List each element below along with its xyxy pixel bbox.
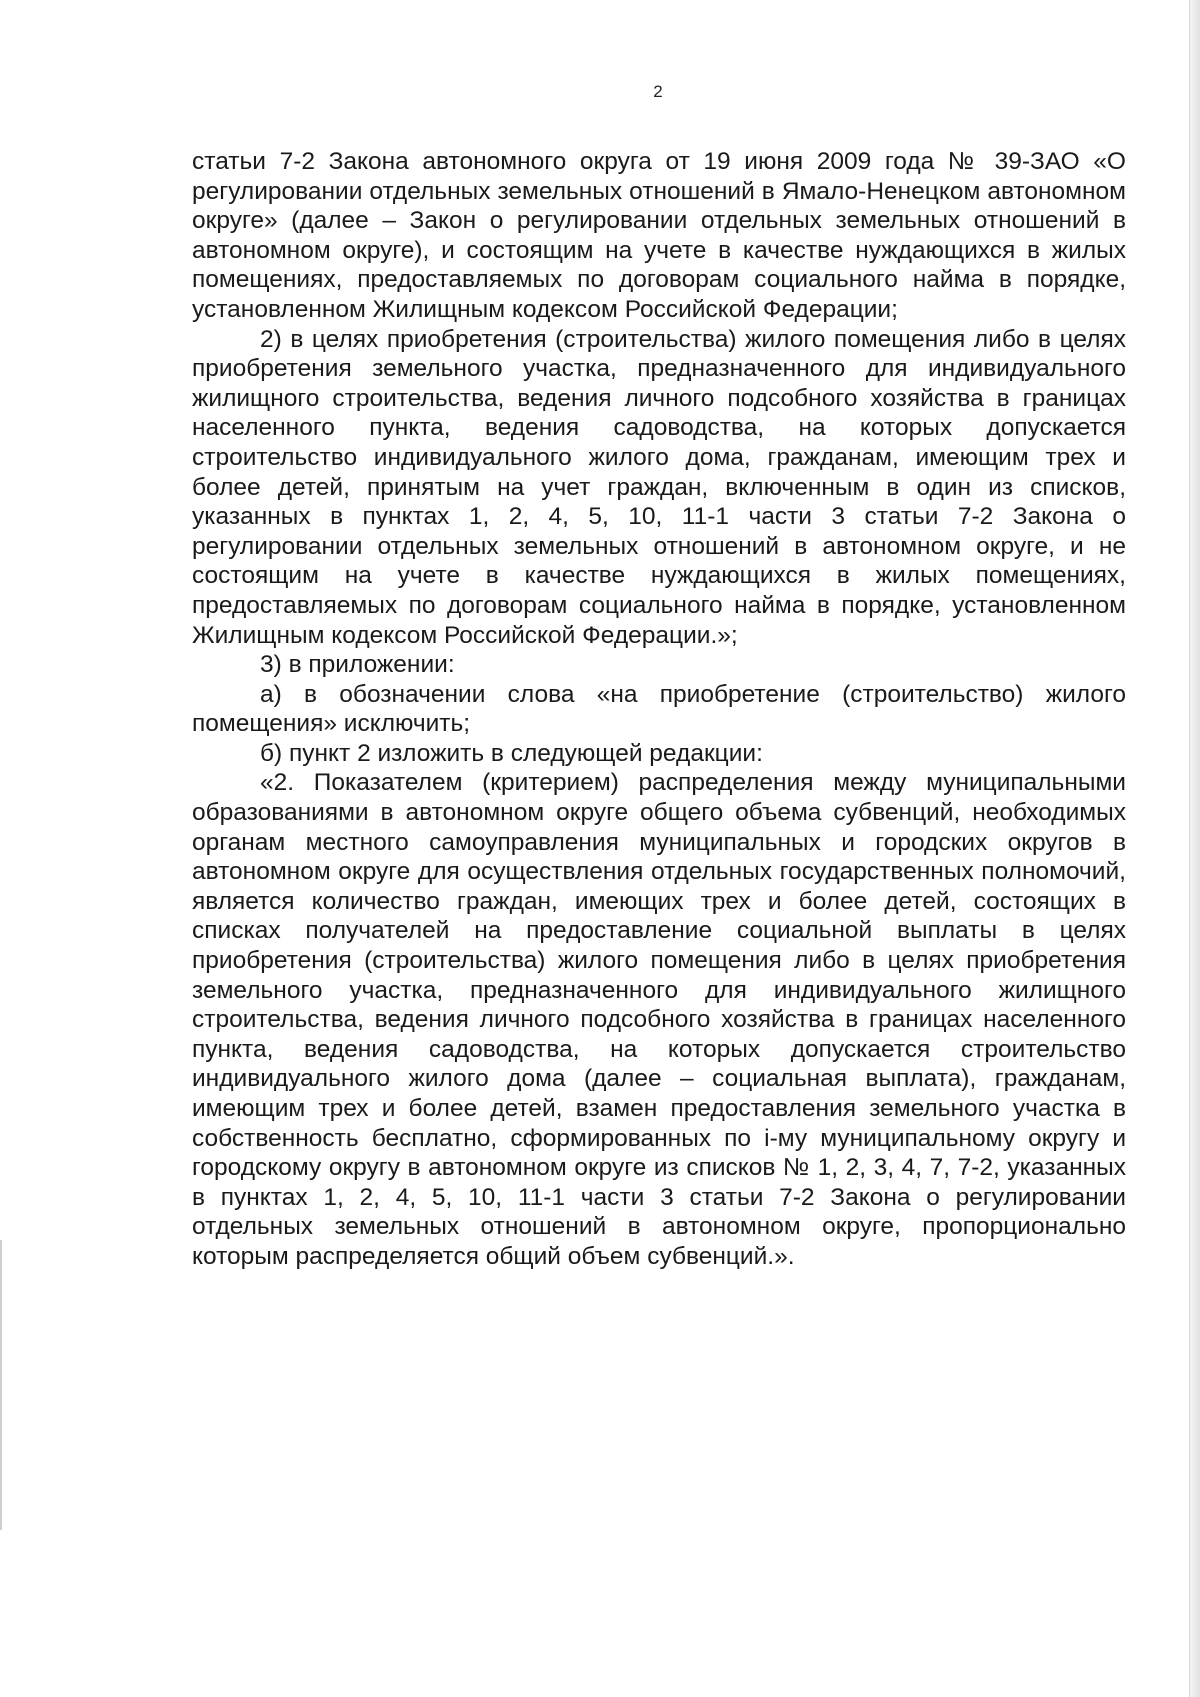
paragraph: а) в обозначении слова «на приобретение (строительство) жилого помещения» исключить; xyxy=(192,680,1126,738)
scan-page-edge xyxy=(1189,0,1200,1697)
paragraph: «2. Показателем (критерием) распределения между муниципальными образованиями в автономном округе общего объема субвенций, необходимых органам местного самоуправления муниципальных и городских округов в автономном округе для осуществления отдельных государственных полномочий, является количество граждан, имеющих трех и более детей, состоящих в списках получателей на предоставление социальной выплаты в целях приобретения (строительства) жилого помещения либо в целях приобретения земельного участка, предназначенного для индивидуального жилищного строительства, ведения личного подсобного хозяйства в границах населенного пункта, ведения садоводства, на которых допускается строительство индивидуального жилого дома (далее – социальная выплата), гражданам, имеющим трех и более детей, взамен предоставления земельного участка в собственность бесплатно, сформированных по i-му муниципальному округу и городскому округу в автономном округе из списков № 1, 2, 3, 4, 7, 7-2, указанных в пунктах 1, 2, 4, 5, 10, 11-1 части 3 статьи 7-2 Закона о регулировании отдельных земельных отношений в автономном округе, пропорционально которым распределяется общий объем субвенций.». xyxy=(192,769,1126,1270)
page-number: 2 xyxy=(653,82,663,101)
paragraph: 2) в целях приобретения (строительства) жилого помещения либо в целях приобретения земельного участка, предназначенного для индивидуального жилищного строительства, ведения личного подсобного хозяйства в границах населенного пункта, ведения садоводства, на которых допускается строительство индивидуального жилого дома, гражданам, имеющим трех и более детей, принятым на учет граждан, включенным в один из списков, указанных в пунктах 1, 2, 4, 5, 10, 11-1 части 3 статьи 7-2 Закона о регулировании отдельных земельных отношений в автономном округе, и не состоящим на учете в качестве нуждающихся в жилых помещениях, предоставляемых по договорам социального найма в порядке, установленном Жилищным кодексом Российской Федерации.»; xyxy=(192,325,1126,649)
paragraph: статьи 7-2 Закона автономного округа от 19 июня 2009 года № 39-ЗАО «О регулировании отдельных земельных отношений в Ямало-Ненецком автономном округе» (далее – Закон о регулировании отдельных земельных отношений в автономном округе), и состоящим на учете в качестве нуждающихся в жилых помещениях, предоставляемых по договорам социального найма в порядке, установленном Жилищным кодексом Российской Федерации; xyxy=(192,148,1126,323)
scan-left-mark xyxy=(0,1240,2,1530)
paragraph: 3) в приложении: xyxy=(260,651,455,679)
paragraph: б) пункт 2 изложить в следующей редакции: xyxy=(260,739,763,767)
document-body xyxy=(192,147,1126,1272)
